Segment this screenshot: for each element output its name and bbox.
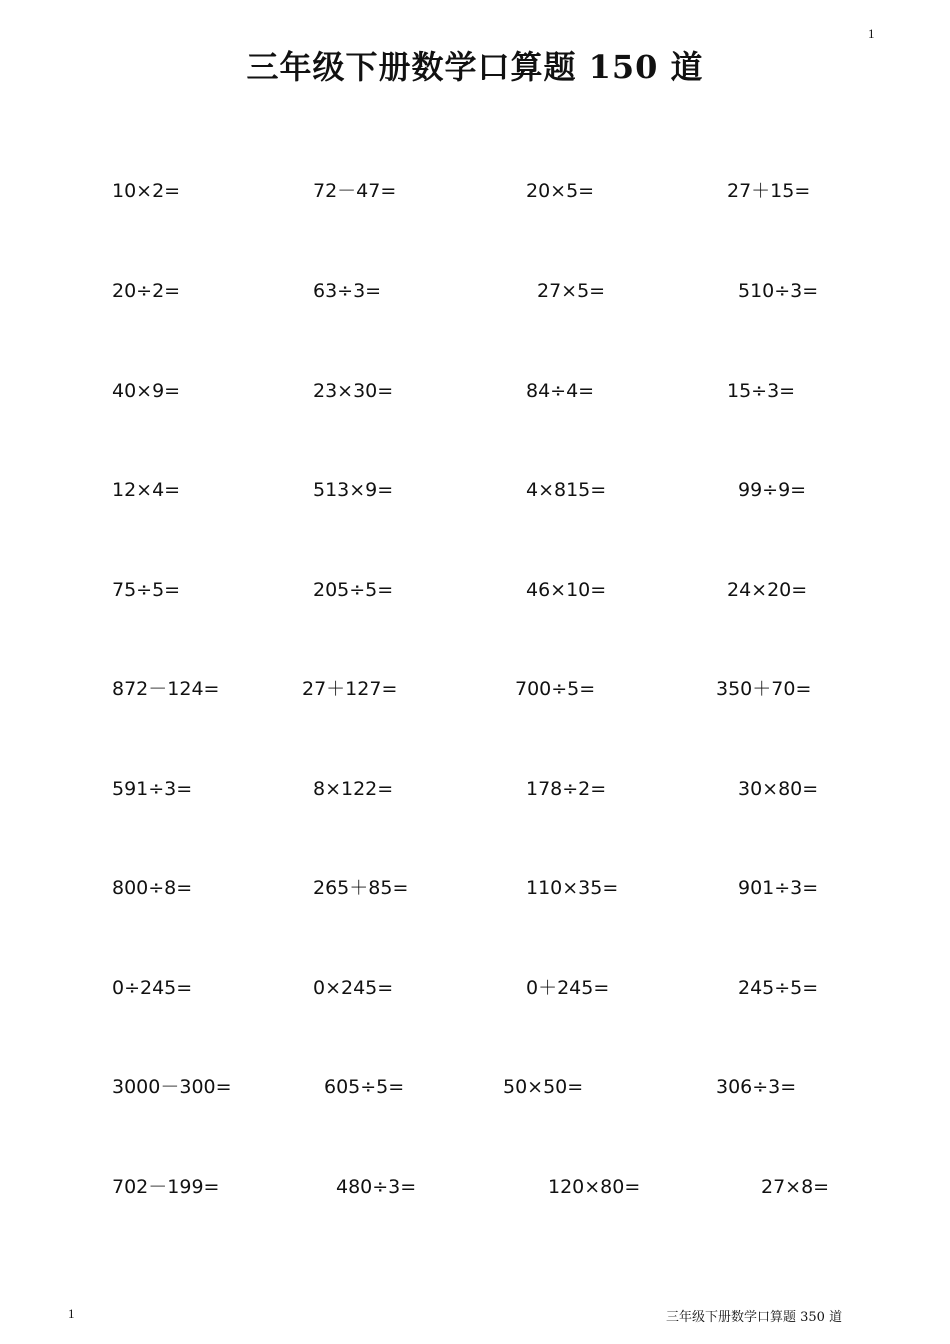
math-problem: 0÷245= (112, 977, 193, 999)
math-problem: 84÷4= (526, 380, 595, 402)
math-problem: 27×5= (537, 280, 606, 302)
math-problem: 872－124= (112, 678, 220, 700)
math-problem: 15÷3= (727, 380, 796, 402)
math-problem: 99÷9= (738, 479, 807, 501)
math-problem: 0＋245= (526, 977, 610, 999)
math-problem: 605÷5= (324, 1076, 405, 1098)
math-problem: 50×50= (503, 1076, 584, 1098)
math-problem: 245÷5= (738, 977, 819, 999)
math-problem: 72－47= (313, 180, 397, 202)
math-problem: 110×35= (526, 877, 619, 899)
math-problem: 350＋70= (716, 678, 812, 700)
math-problem: 20×5= (526, 180, 595, 202)
math-problem: 27＋15= (727, 180, 811, 202)
math-problem: 120×80= (548, 1176, 641, 1198)
math-problem: 23×30= (313, 380, 394, 402)
math-problem: 63÷3= (313, 280, 382, 302)
math-problem: 46×10= (526, 579, 607, 601)
math-problem: 800÷8= (112, 877, 193, 899)
math-problem: 75÷5= (112, 579, 181, 601)
math-problem: 591÷3= (112, 778, 193, 800)
math-problem: 4×815= (526, 479, 607, 501)
footer-title: 三年级下册数学口算题 350 道 (666, 1310, 843, 1325)
math-problem: 20÷2= (112, 280, 181, 302)
math-problem: 24×20= (727, 579, 808, 601)
math-problem: 901÷3= (738, 877, 819, 899)
math-problem: 40×9= (112, 380, 181, 402)
math-problem: 3000－300= (112, 1076, 232, 1098)
math-problem: 30×80= (738, 778, 819, 800)
page-title: 三年级下册数学口算题 150 道 (246, 48, 704, 86)
math-problem: 513×9= (313, 479, 394, 501)
math-problem: 8×122= (313, 778, 394, 800)
math-problem: 27×8= (761, 1176, 830, 1198)
math-problem: 12×4= (112, 479, 181, 501)
math-problem: 10×2= (112, 180, 181, 202)
math-problem: 0×245= (313, 977, 394, 999)
math-problem: 700÷5= (515, 678, 596, 700)
math-problem: 702－199= (112, 1176, 220, 1198)
math-problem: 265＋85= (313, 877, 409, 899)
footer-page-number: 1 (68, 1306, 75, 1321)
math-problem: 27＋127= (302, 678, 398, 700)
math-problem: 178÷2= (526, 778, 607, 800)
math-problem: 480÷3= (336, 1176, 417, 1198)
math-problem: 510÷3= (738, 280, 819, 302)
math-problem: 205÷5= (313, 579, 394, 601)
math-problem: 306÷3= (716, 1076, 797, 1098)
page-number-top: 1 (868, 26, 875, 41)
